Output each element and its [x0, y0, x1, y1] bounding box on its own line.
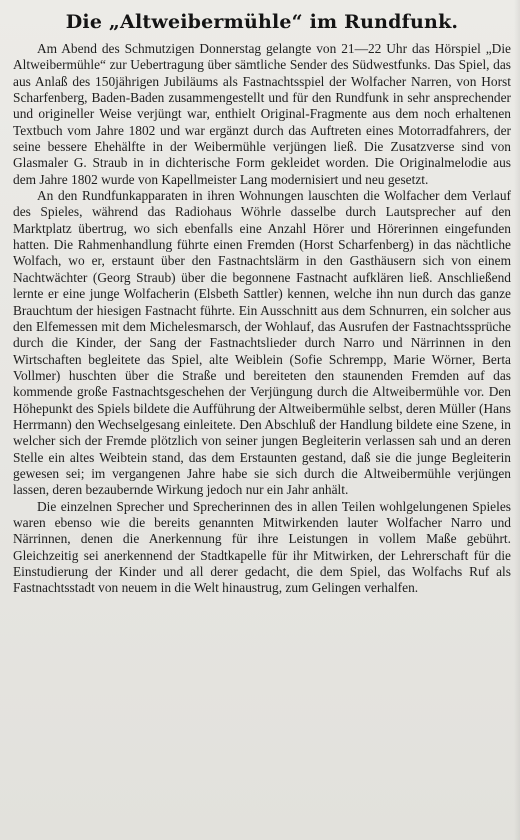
article-paragraph-3: Die einzelnen Sprecher und Sprecherinnen des in allen Teilen wohlgelungenen Spieles waren ebenso wie die bereits genannten Mitwirkenden lauter Wolfacher Narro und Närrinnen, denen die Anerkennung für ihre Leistungen in vollem Maße gebührt. Gleichzeitig sei anerkennend der Stadtkapelle für ihr Mitwirken, der Lehrerschaft für die Einstudierung der Kinder und all derer gedacht, die dem Spiel, das Wolfachs Ruf als Fastnachtsstadt von neuem in die Welt hinaustrug, zum Gelingen verhalfen. — [13, 498, 511, 596]
article-headline: Die „Altweibermühle“ im Rundfunk. — [65, 11, 459, 33]
article-paragraph-1: Am Abend des Schmutzigen Donnerstag gelangte von 21—22 Uhr das Hörspiel „Die Altweibermühle“ zur Uebertragung über sämtliche Sender des Südwestfunks. Das Spiel, das aus Anlaß des 150jährigen Jubiläums als Fastnachtsspiel der Wolfacher Narren, von Horst Scharfenberg, Baden-Baden zusammengestellt und für den Rundfunk in sehr ansprechender und origineller Weise verjüngt war, enthielt Original-Fragmente aus dem noch erhaltenen Textbuch vom Jahre 1802 und war ergänzt durch das Auftreten eines Motorradfahrers, der seine bessere Ehehälfte in der Weibermühle verjüngen ließ. Die Zusatzverse sind von Glasmaler G. Straub in in dichterische Form gekleidet worden. Die Originalmelodie aus dem Jahre 1802 wurde von Kapellmeister Lang modernisiert und neu gesetzt. — [13, 41, 511, 187]
article-paragraph-2: An den Rundfunkapparaten in ihren Wohnungen lauschten die Wolfacher dem Verlauf des Spieles, während das Radiohaus Wöhrle dasselbe durch Lautsprecher auf den Marktplatz übertrug, wo sich ebenfalls eine Anzahl Hörer und Hörerinnen eingefunden hatten. Die Rahmenhandlung führte einen Fremden (Horst Scharfenberg) in das nächtliche Wolfach, wo er, erstaunt über den Fastnachtslärm in den Gasthäusern sich von einem Nachtwächter (Georg Straub) über die begonnene Fastnacht aufklären ließ. Anschließend lernte er eine junge Wolfacherin (Elsbeth Sattler) kennen, welche ihn nun durch das ganze Brauchtum der hiesigen Fastnacht führte. Ein Ausschnitt aus dem Schnurren, ein solcher aus den Elfemessen mit dem Michelesmarsch, der Wohlauf, das Ausrufen der Fastnachtssprüche durch die Kinder, der Sang der Fastnachtslieder durch Narro und Närrinnen in den Wirtschaften begleitete das Spiel, alte Weiblein (Sofie Schrempp, Marie Wörner, Berta Vollmer) huschten über die Straße und bereiteten den staunenden Fremden auf das kommende große Fastnachtsgeschehen der Verjüngung durch die Altweibermühle vor. Den Höhepunkt des Spiels bildete die Aufführung der Altweibermühle selbst, deren Müller (Hans Herrmann) den Wechselgesang einleitete. Den Abschluß der Handlung bildete eine Szene, in welcher sich der Fremde plötzlich von seiner jungen Begleiterin verlassen sah und an deren Stelle ein altes Weibtein stand, das dem Erstaunten gestand, daß sie die junge Begleiterin gewesen sei; im vergangenen Jahre habe sie sich durch die Altweibermühle verjüngen lassen, deren bezaubernde Wirkung jedoch nur ein Jahr anhält. — [13, 188, 511, 498]
